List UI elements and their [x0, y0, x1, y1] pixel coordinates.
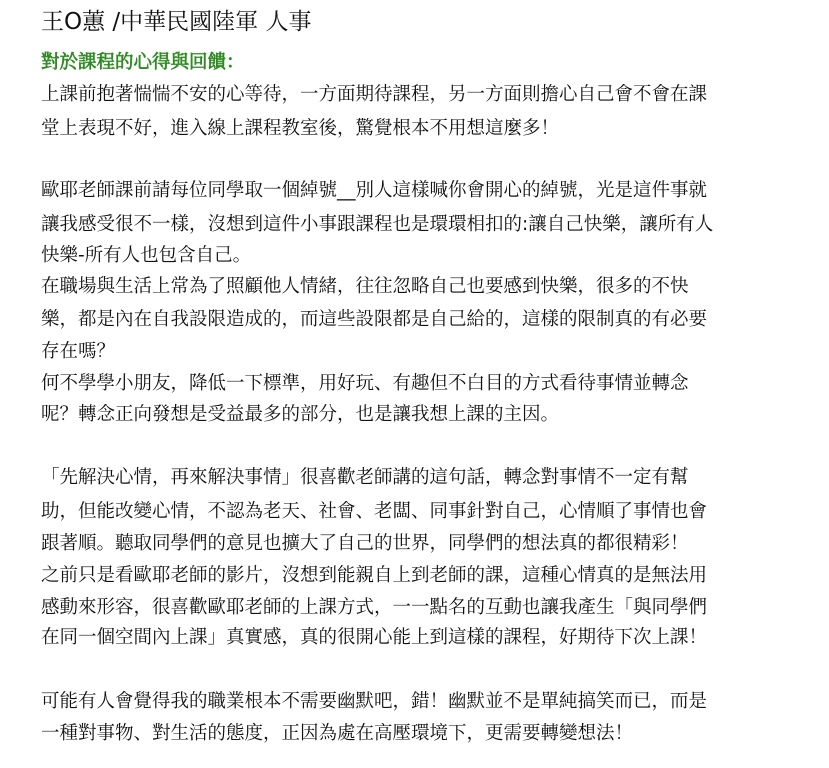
body-line: 上課前抱著惴惴不安的心等待，一方面期待課程，另一方面則擔心自己會不會在課	[41, 84, 708, 105]
section-subtitle: 對於課程的心得與回饋：	[41, 52, 245, 73]
body-line: 在職場與生活上常為了照顧他人情緒，往往忽略自己也要感到快樂，很多的不快	[41, 276, 689, 297]
body-line: 何不學學小朋友，降低一下標準，用好玩、有趣但不白目的方式看待事情並轉念	[41, 373, 689, 394]
body-line: 歐耶老師課前請每位同學取一個綽號__別人這樣喊你會開心的綽號，光是這件事就	[41, 180, 708, 201]
body-line: 感動來形容，很喜歡歐耶老師的上課方式，一一點名的互動也讓我產生「與同學們	[41, 597, 708, 618]
body-line: 讓我感受很不一樣，沒想到這件小事跟課程也是環環相扣的:讓自己快樂，讓所有人	[41, 214, 714, 235]
body-line: 一種對事物、對生活的態度，正因為處在高壓環境下，更需要轉變想法！	[41, 723, 634, 744]
body-line: 快樂-所有人也包含自己。	[41, 245, 252, 266]
body-line: 樂，都是內在自我設限造成的，而這些設限都是自己給的，這樣的限制真的有必要	[41, 309, 708, 330]
body-line: 之前只是看歐耶老師的影片，沒想到能親自上到老師的課，這種心情真的是無法用	[41, 565, 708, 586]
body-line: 跟著順。聽取同學們的意見也擴大了自己的世界，同學們的想法真的都很精彩！	[41, 533, 689, 554]
page-title: 王O蕙 /中華民國陸軍 人事	[41, 9, 312, 35]
body-line: 存在嗎？	[41, 341, 116, 362]
body-line: 呢？轉念正向發想是受益最多的部分，也是讓我想上課的主因。	[41, 404, 560, 425]
body-line: 助，但能改變心情，不認為老天、社會、老闆、同事針對自己，心情順了事情也會	[41, 501, 708, 522]
body-line: 可能有人會覺得我的職業根本不需要幽默吧，錯！幽默並不是單純搞笑而已，而是	[41, 691, 708, 712]
body-line: 堂上表現不好，進入線上課程教室後，驚覺根本不用想這麼多！	[41, 118, 560, 139]
body-line: 在同一個空間內上課」真實感，真的很開心能上到這樣的課程，好期待下次上課！	[41, 627, 708, 648]
body-line: 「先解決心情，再來解決事情」很喜歡老師講的這句話，轉念對事情不一定有幫	[41, 467, 689, 488]
